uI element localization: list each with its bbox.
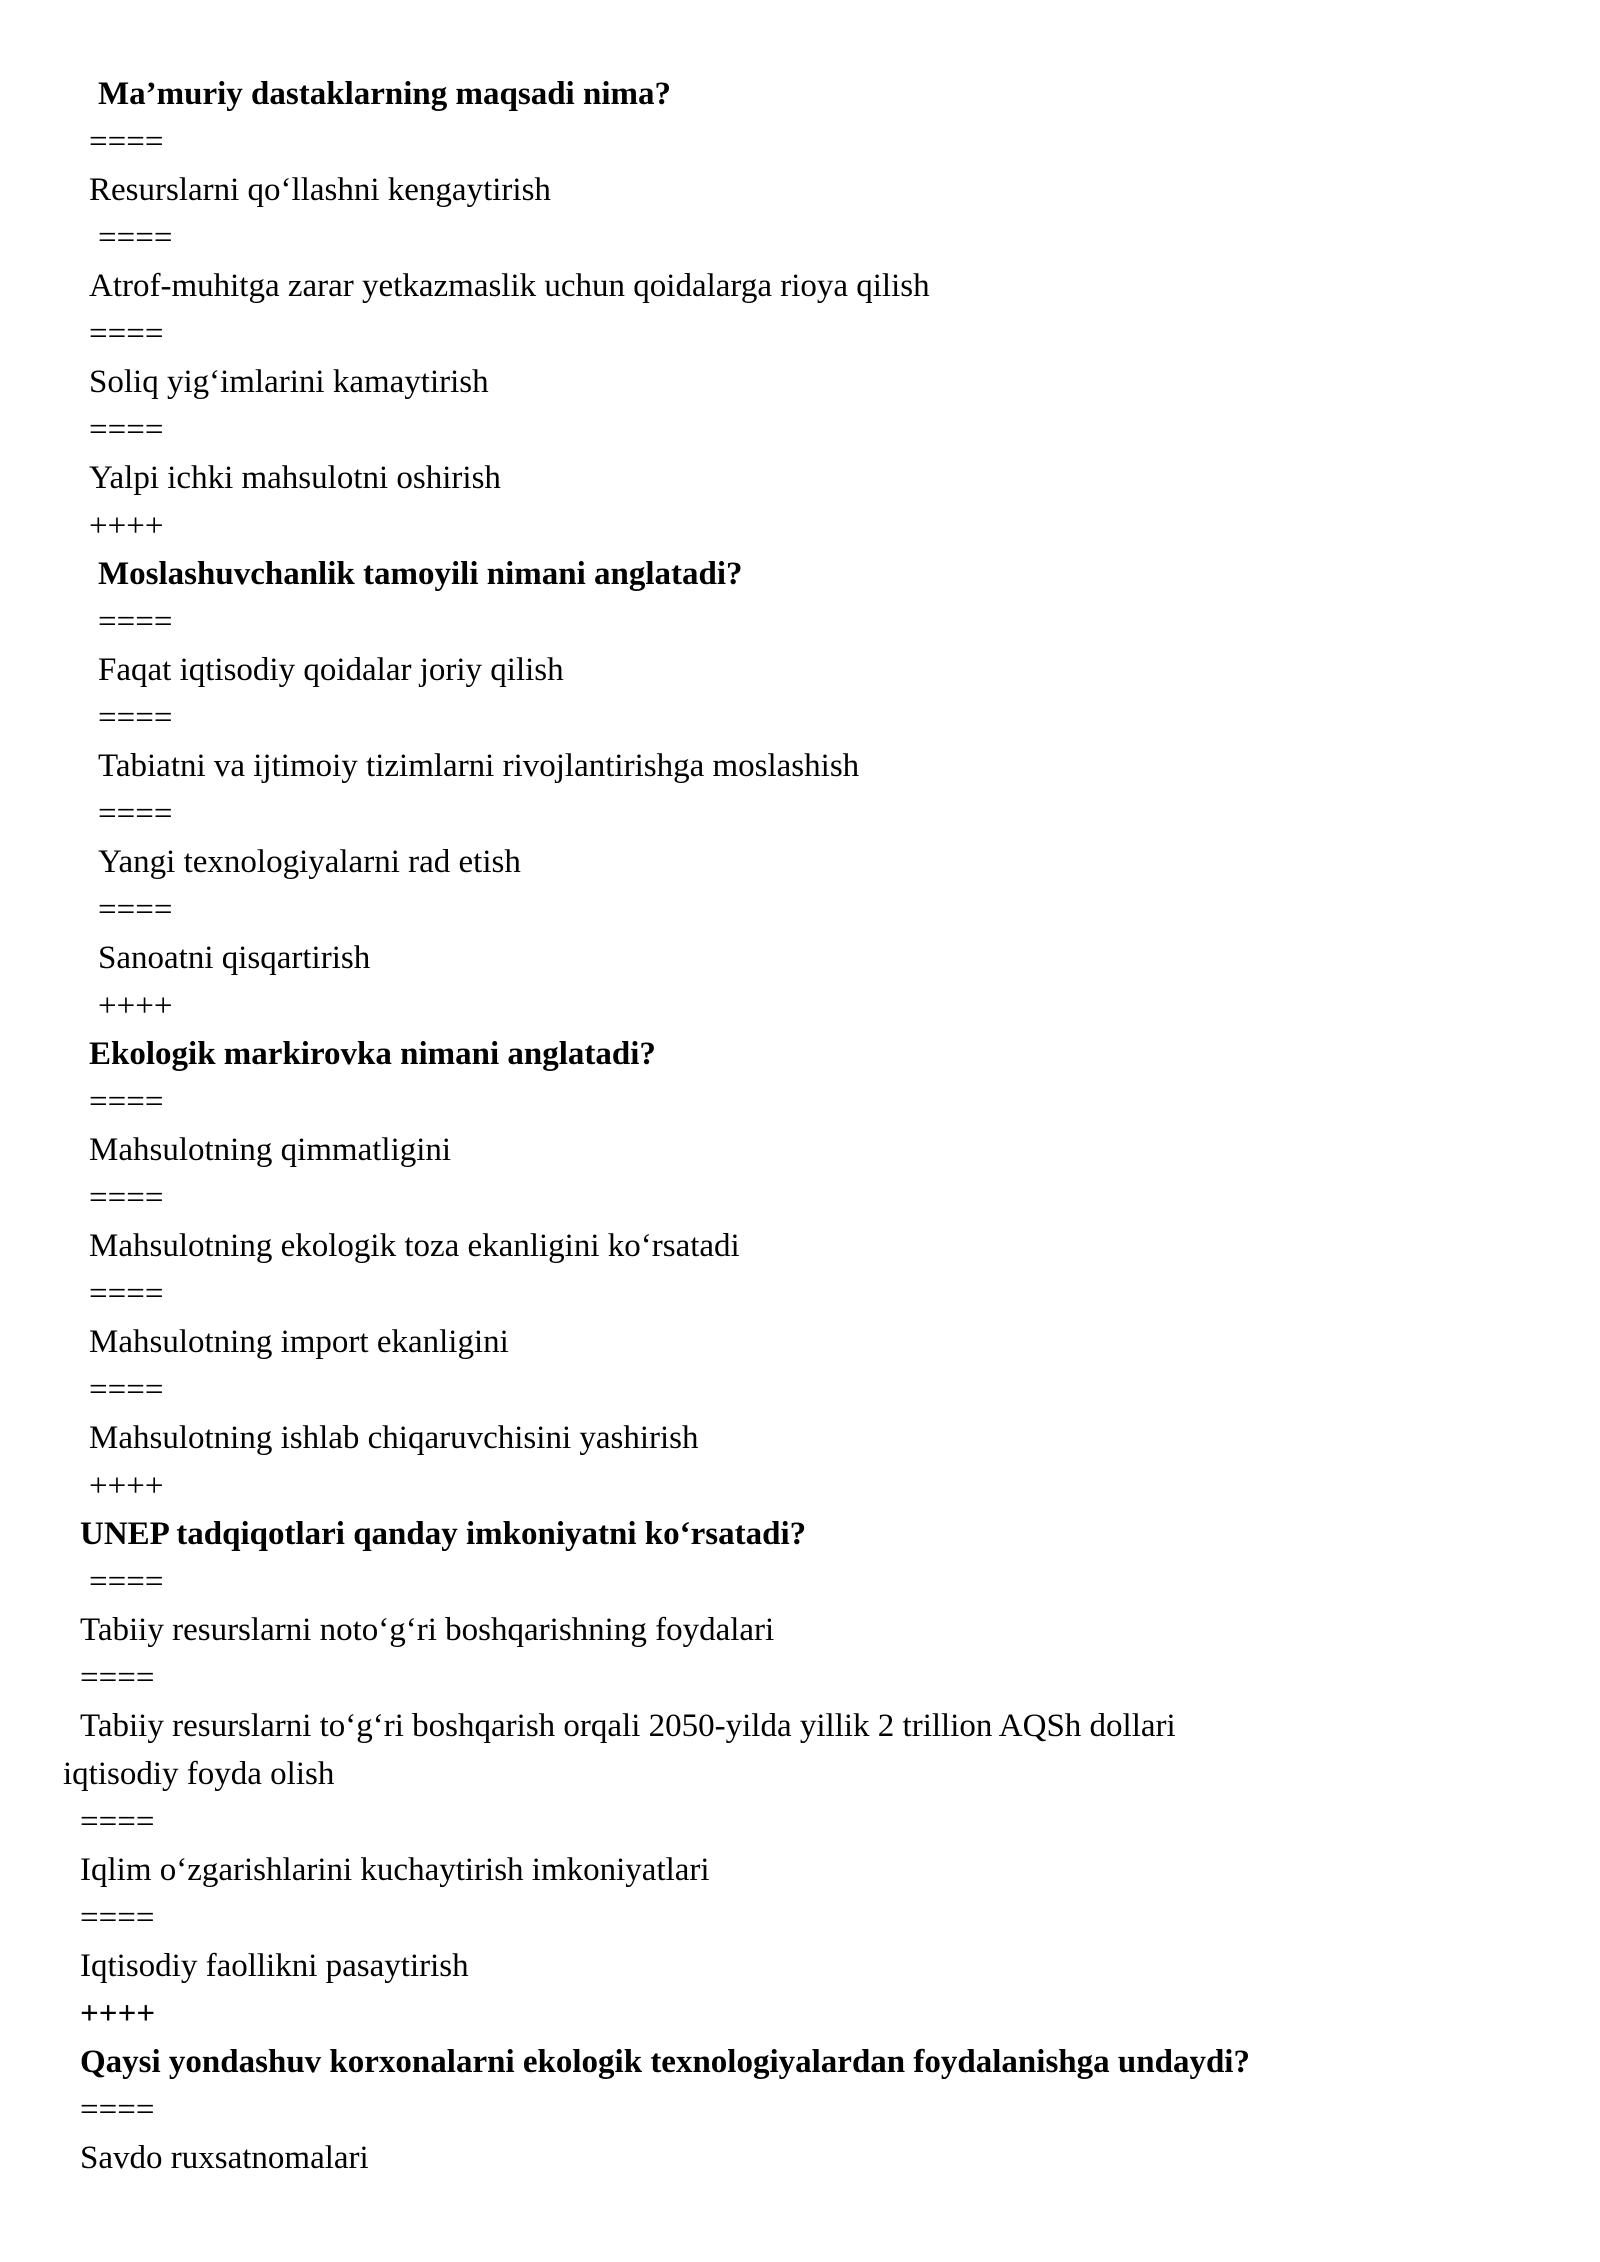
answer-separator: ==== bbox=[80, 2092, 155, 2128]
answer-text: Tabiiy resurslarni notoʻgʻri boshqarishning foydalari bbox=[80, 1612, 775, 1648]
answer-text: Resurslarni qoʻllashni kengaytirish bbox=[89, 172, 551, 208]
answer-text: Mahsulotning ekologik toza ekanligini koʻrsatadi bbox=[89, 1228, 740, 1264]
answer-separator: ==== bbox=[89, 1372, 164, 1408]
answer-text: Atrof-muhitga zarar yetkazmaslik uchun qoidalarga rioya qilish bbox=[89, 268, 930, 304]
question-terminator: ++++ bbox=[89, 508, 164, 544]
answer-separator: ==== bbox=[89, 1276, 164, 1312]
question-text: Ekologik markirovka nimani anglatadi? bbox=[89, 1036, 656, 1072]
answer-text: Iqtisodiy faollikni pasaytirish bbox=[80, 1948, 469, 1984]
question-text: Moslashuvchanlik tamoyili nimani anglatadi? bbox=[98, 556, 743, 592]
question-terminator: ++++ bbox=[98, 988, 173, 1024]
answer-separator: ==== bbox=[89, 124, 164, 160]
answer-separator: ==== bbox=[98, 892, 173, 928]
answer-text: Yangi texnologiyalarni rad etish bbox=[98, 844, 521, 880]
answer-separator: ==== bbox=[98, 220, 173, 256]
answer-text: Mahsulotning ishlab chiqaruvchisini yashirish bbox=[89, 1420, 699, 1456]
answer-separator: ==== bbox=[89, 1564, 164, 1600]
question-text: Ma’muriy dastaklarning maqsadi nima? bbox=[98, 76, 671, 112]
answer-text: Faqat iqtisodiy qoidalar joriy qilish bbox=[98, 652, 564, 688]
answer-separator: ==== bbox=[89, 316, 164, 352]
answer-separator: ==== bbox=[89, 1180, 164, 1216]
answer-text: Mahsulotning import ekanligini bbox=[89, 1324, 509, 1360]
answer-text: Tabiatni va ijtimoiy tizimlarni rivojlantirishga moslashish bbox=[98, 748, 860, 784]
question-text: UNEP tadqiqotlari qanday imkoniyatni koʻrsatadi? bbox=[80, 1516, 807, 1552]
answer-separator: ==== bbox=[98, 796, 173, 832]
answer-text: Soliq yigʻimlarini kamaytirish bbox=[89, 364, 489, 400]
answer-separator: ==== bbox=[80, 1804, 155, 1840]
answer-separator: ==== bbox=[80, 1900, 155, 1936]
answer-separator: ==== bbox=[89, 1084, 164, 1120]
answer-text: Tabiiy resurslarni toʻgʻri boshqarish orqali 2050-yilda yillik 2 trillion AQSh dollari bbox=[80, 1708, 1176, 1744]
question-terminator: ++++ bbox=[80, 1996, 156, 2032]
answer-separator: ==== bbox=[80, 1660, 155, 1696]
answer-text-continuation: iqtisodiy foyda olish bbox=[63, 1756, 335, 1792]
question-terminator: ++++ bbox=[89, 1468, 164, 1504]
answer-text: Sanoatni qisqartirish bbox=[98, 940, 371, 976]
answer-text: Savdo ruxsatnomalari bbox=[80, 2140, 369, 2176]
answer-text: Yalpi ichki mahsulotni oshirish bbox=[89, 460, 501, 496]
answer-separator: ==== bbox=[98, 700, 173, 736]
answer-separator: ==== bbox=[98, 604, 173, 640]
answer-text: Mahsulotning qimmatligini bbox=[89, 1132, 452, 1168]
answer-separator: ==== bbox=[89, 412, 164, 448]
answer-text: Iqlim oʻzgarishlarini kuchaytirish imkoniyatlari bbox=[80, 1852, 710, 1888]
question-text: Qaysi yondashuv korxonalarni ekologik texnologiyalardan foydalanishga undaydi? bbox=[80, 2044, 1250, 2080]
